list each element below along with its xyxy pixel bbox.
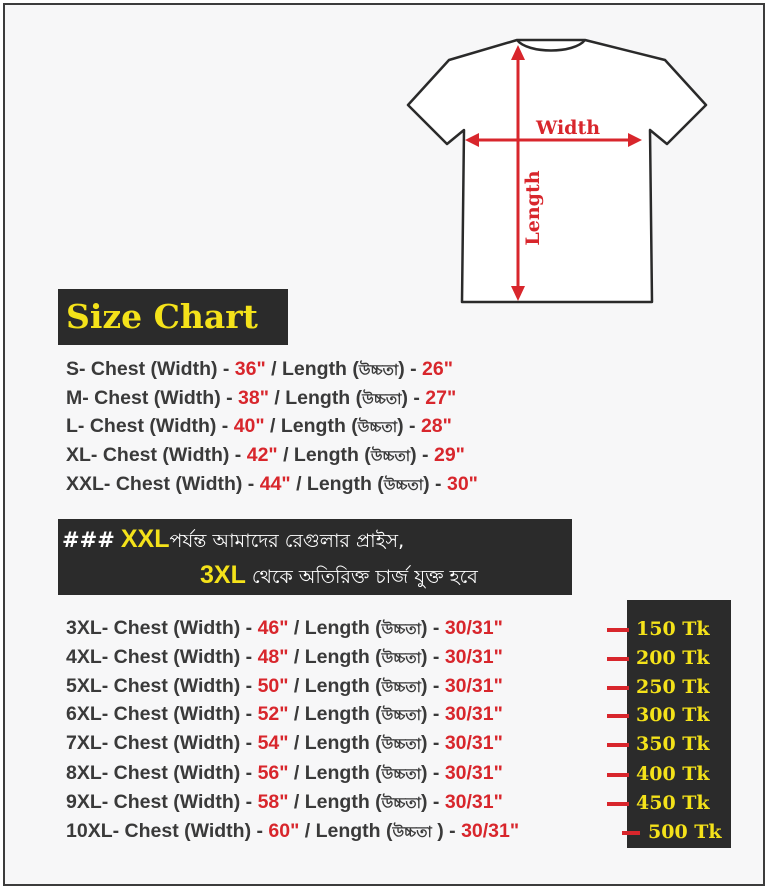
chest-value: 50" (257, 675, 289, 697)
width-label: Width (535, 117, 601, 139)
notice-xxl: XXL (120, 525, 170, 553)
size-row-4xl (66, 644, 503, 670)
length-label: / Length ( (288, 646, 382, 668)
size-row-3xl (66, 615, 503, 641)
separator: ) - (401, 387, 426, 409)
length-label: / Length ( (265, 358, 359, 380)
price-connector (607, 714, 629, 718)
size-row-7xl (66, 730, 503, 756)
length-bengali: উচ্চতা (381, 621, 421, 638)
price-connector (607, 773, 629, 777)
length-value: 30" (446, 473, 478, 495)
separator: ) - (420, 762, 445, 784)
size-row-s (66, 356, 453, 382)
size-row-m (66, 385, 456, 411)
size-row-6xl (66, 701, 503, 727)
size-label: 4XL- Chest (Width) - (66, 646, 258, 668)
chest-value: 56" (257, 762, 289, 784)
notice-line-2 (200, 558, 478, 592)
length-bengali: উচ্চতা (381, 707, 421, 724)
chest-value: 48" (257, 646, 289, 668)
size-row-5xl (66, 673, 503, 699)
price-4xl: 200 Tk (636, 647, 710, 669)
price-10xl: 500 Tk (648, 821, 722, 843)
price-5xl: 250 Tk (636, 676, 710, 698)
length-label: / Length ( (288, 703, 382, 725)
notice-3xl: 3XL (200, 561, 246, 589)
size-label: 10XL- Chest (Width) - (66, 820, 269, 842)
price-connector (622, 831, 640, 835)
size-label: M- Chest (Width) - (66, 387, 239, 409)
chest-value: 44" (259, 473, 291, 495)
size-row-xl (66, 442, 465, 468)
separator: ) - (397, 415, 421, 437)
length-value: 26" (422, 358, 453, 380)
price-9xl: 450 Tk (636, 792, 710, 814)
length-label: / Length ( (290, 473, 384, 495)
separator: ) - (431, 820, 462, 842)
length-label: / Length ( (268, 387, 363, 409)
chest-value: 40" (233, 415, 265, 437)
length-value: 30/31" (444, 703, 503, 725)
chest-value: 54" (257, 732, 289, 754)
size-label: 6XL- Chest (Width) - (66, 703, 258, 725)
length-bengali: উচ্চতা (383, 477, 424, 494)
chest-value: 38" (238, 387, 269, 409)
price-connector (607, 657, 629, 661)
tshirt-outline (408, 40, 706, 302)
chest-value: 46" (257, 617, 289, 639)
length-label: / Length ( (264, 415, 358, 437)
size-label: 7XL- Chest (Width) - (66, 732, 258, 754)
size-label: XXL- Chest (Width) - (66, 473, 260, 495)
length-bengali: উচ্চতা (357, 419, 398, 436)
length-label: / Length ( (288, 791, 382, 813)
length-bengali: উচ্চতা (362, 391, 402, 408)
length-bengali: উচ্চতা (358, 362, 399, 379)
length-value: 30/31" (461, 820, 520, 842)
chest-value: 36" (234, 358, 266, 380)
separator: ) - (410, 444, 434, 466)
length-bengali: উচ্চতা (381, 679, 421, 696)
length-value: 30/31" (444, 646, 503, 668)
size-row-8xl (66, 760, 503, 786)
chest-value: 58" (257, 791, 289, 813)
notice-line2-text: থেকে অতিরিক্ত চার্জ যুক্ত হবে (251, 566, 478, 588)
separator: ) - (423, 473, 447, 495)
notice-hash: ### (62, 528, 115, 552)
size-row-xxl (66, 471, 478, 497)
separator: ) - (398, 358, 423, 380)
length-value: 28" (420, 415, 452, 437)
length-bengali: উচ্চতা (392, 824, 432, 841)
price-connector (607, 628, 629, 632)
price-connector (607, 802, 629, 806)
size-label: 8XL- Chest (Width) - (66, 762, 258, 784)
size-row-9xl (66, 789, 503, 815)
length-value: 30/31" (444, 675, 503, 697)
length-value: 29" (433, 444, 465, 466)
length-value: 30/31" (444, 732, 503, 754)
length-label: / Length ( (299, 820, 393, 842)
length-value: 30/31" (444, 791, 503, 813)
separator: ) - (420, 703, 445, 725)
length-label: / Length ( (277, 444, 371, 466)
price-8xl: 400 Tk (636, 763, 710, 785)
price-3xl: 150 Tk (636, 618, 710, 640)
size-label: 5XL- Chest (Width) - (66, 675, 258, 697)
size-row-10xl (66, 818, 519, 844)
size-label: S- Chest (Width) - (66, 358, 235, 380)
length-value: 30/31" (444, 762, 503, 784)
page-title: Size Chart (66, 297, 258, 336)
price-connector (607, 686, 629, 690)
size-row-l (66, 413, 452, 439)
size-label: XL- Chest (Width) - (66, 444, 247, 466)
length-label: / Length ( (288, 617, 382, 639)
chest-value: 60" (268, 820, 300, 842)
separator: ) - (420, 791, 445, 813)
length-label: / Length ( (288, 675, 382, 697)
separator: ) - (420, 646, 445, 668)
price-connector (607, 743, 629, 747)
separator: ) - (420, 732, 445, 754)
notice-line1-text: পর্যন্ত আমাদের রেগুলার প্রাইস, (169, 530, 405, 552)
size-label: L- Chest (Width) - (66, 415, 234, 437)
length-value: 30/31" (444, 617, 503, 639)
length-value: 27" (425, 387, 457, 409)
price-7xl: 350 Tk (636, 733, 710, 755)
length-label: Length (522, 170, 544, 246)
separator: ) - (420, 675, 445, 697)
tshirt-diagram (404, 36, 710, 306)
length-bengali: উচ্চতা (381, 736, 421, 753)
length-label: / Length ( (288, 732, 382, 754)
length-bengali: উচ্চতা (370, 448, 411, 465)
length-bengali: উচ্চতা (381, 766, 421, 783)
notice-line-1 (62, 522, 404, 556)
separator: ) - (420, 617, 445, 639)
length-bengali: উচ্চতা (381, 795, 421, 812)
chest-value: 42" (246, 444, 278, 466)
length-bengali: উচ্চতা (381, 650, 421, 667)
size-label: 3XL- Chest (Width) - (66, 617, 258, 639)
size-label: 9XL- Chest (Width) - (66, 791, 258, 813)
chest-value: 52" (257, 703, 289, 725)
length-label: / Length ( (288, 762, 382, 784)
price-6xl: 300 Tk (636, 704, 710, 726)
